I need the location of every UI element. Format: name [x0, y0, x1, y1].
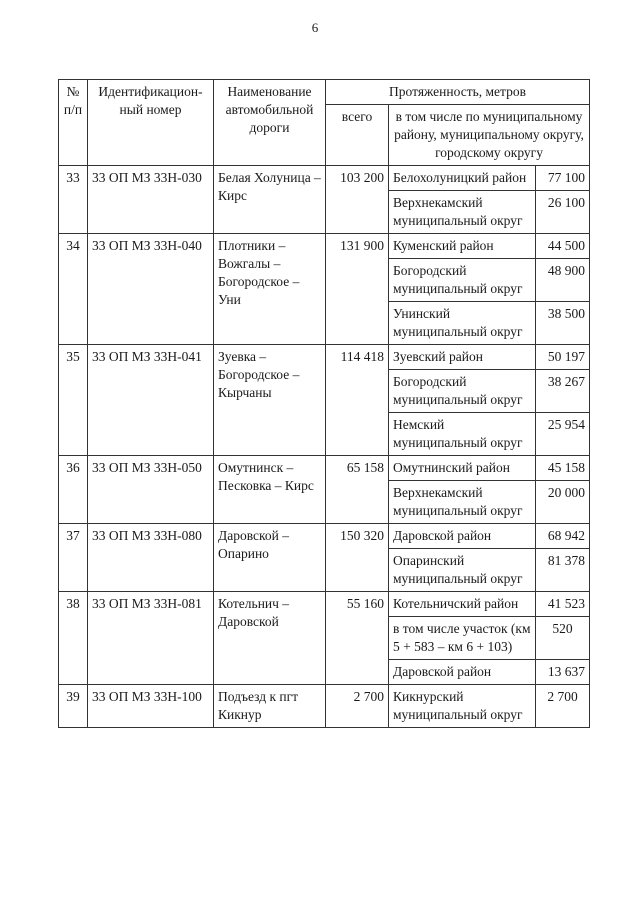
district-cell: Омутнинский район [389, 456, 536, 481]
table-row [59, 592, 590, 617]
header-row [59, 80, 590, 105]
district-cell: Зуевский район [389, 345, 536, 370]
road-name-cell: Зуевка – Богородское – Кырчаны [214, 345, 326, 456]
road-number-cell: 38 [59, 592, 88, 685]
road-total-cell: 114 418 [326, 345, 389, 456]
district-length-cell: 25 954 [536, 413, 590, 456]
district-cell: Верхнекамский муниципальный округ [389, 191, 536, 234]
road-number-cell: 34 [59, 234, 88, 345]
header-total: всего [326, 105, 389, 166]
road-name-cell: Котельнич – Даровской [214, 592, 326, 685]
roads-table [58, 79, 590, 728]
district-length-cell: 44 500 [536, 234, 590, 259]
district-cell: Котельничский район [389, 592, 536, 617]
district-cell: Даровской район [389, 524, 536, 549]
district-length-cell: 26 100 [536, 191, 590, 234]
district-length-cell: 2 700 [536, 685, 590, 728]
district-cell: Богородский муниципальный округ [389, 259, 536, 302]
district-length-cell: 520 [536, 617, 590, 660]
roads-body [59, 166, 590, 728]
district-length-cell: 38 267 [536, 370, 590, 413]
road-total-cell: 103 200 [326, 166, 389, 234]
district-cell: Кикнурский муниципальный округ [389, 685, 536, 728]
road-total-cell: 55 160 [326, 592, 389, 685]
district-cell: Куменский район [389, 234, 536, 259]
district-length-cell: 45 158 [536, 456, 590, 481]
page-number: 6 [311, 20, 319, 35]
road-name-cell: Подъезд к пгт Кикнур [214, 685, 326, 728]
road-name-cell: Белая Холуница – Кирс [214, 166, 326, 234]
road-name-cell: Омутнинск – Песковка – Кирс [214, 456, 326, 524]
table-row [59, 345, 590, 370]
road-name-cell: Даровской – Опарино [214, 524, 326, 592]
table-row [59, 524, 590, 549]
table-row [59, 685, 590, 728]
district-cell: Даровской район [389, 660, 536, 685]
district-length-cell: 20 000 [536, 481, 590, 524]
district-length-cell: 48 900 [536, 259, 590, 302]
district-length-cell: 41 523 [536, 592, 590, 617]
header-length: Протяженность, метров [326, 80, 590, 105]
road-total-cell: 150 320 [326, 524, 389, 592]
road-name-cell: Плотники – Вожгалы – Богородское – Уни [214, 234, 326, 345]
table-row [59, 456, 590, 481]
road-id-cell: 33 ОП МЗ 33Н-081 [88, 592, 214, 685]
district-cell: Белохолуницкий район [389, 166, 536, 191]
road-total-cell: 2 700 [326, 685, 389, 728]
district-cell: Опаринский муниципальный округ [389, 549, 536, 592]
road-number-cell: 35 [59, 345, 88, 456]
header-ident: Идентификацион-ный номер [88, 80, 214, 166]
district-cell: Верхнекамский муниципальный округ [389, 481, 536, 524]
district-length-cell: 68 942 [536, 524, 590, 549]
district-cell: Немский муниципальный округ [389, 413, 536, 456]
road-id-cell: 33 ОП МЗ 33Н-041 [88, 345, 214, 456]
road-number-cell: 36 [59, 456, 88, 524]
district-length-cell: 81 378 [536, 549, 590, 592]
district-cell: Унинский муниципальный округ [389, 302, 536, 345]
district-length-cell: 13 637 [536, 660, 590, 685]
district-length-cell: 38 500 [536, 302, 590, 345]
road-id-cell: 33 ОП МЗ 33Н-080 [88, 524, 214, 592]
road-number-cell: 37 [59, 524, 88, 592]
header-num: № п/п [59, 80, 88, 166]
header-incl: в том числе по муниципальному району, муниципальному округу, городскому округу [389, 105, 590, 166]
road-number-cell: 33 [59, 166, 88, 234]
road-id-cell: 33 ОП МЗ 33Н-030 [88, 166, 214, 234]
road-total-cell: 65 158 [326, 456, 389, 524]
table-row [59, 234, 590, 259]
road-id-cell: 33 ОП МЗ 33Н-050 [88, 456, 214, 524]
road-total-cell: 131 900 [326, 234, 389, 345]
road-id-cell: 33 ОП МЗ 33Н-100 [88, 685, 214, 728]
district-cell: Богородский муниципальный округ [389, 370, 536, 413]
table-row [59, 166, 590, 191]
road-id-cell: 33 ОП МЗ 33Н-040 [88, 234, 214, 345]
road-number-cell: 39 [59, 685, 88, 728]
district-length-cell: 77 100 [536, 166, 590, 191]
district-length-cell: 50 197 [536, 345, 590, 370]
district-cell: в том числе участок (км 5 + 583 – км 6 + 103) [389, 617, 536, 660]
header-name: Наименование автомобильной дороги [214, 80, 326, 166]
